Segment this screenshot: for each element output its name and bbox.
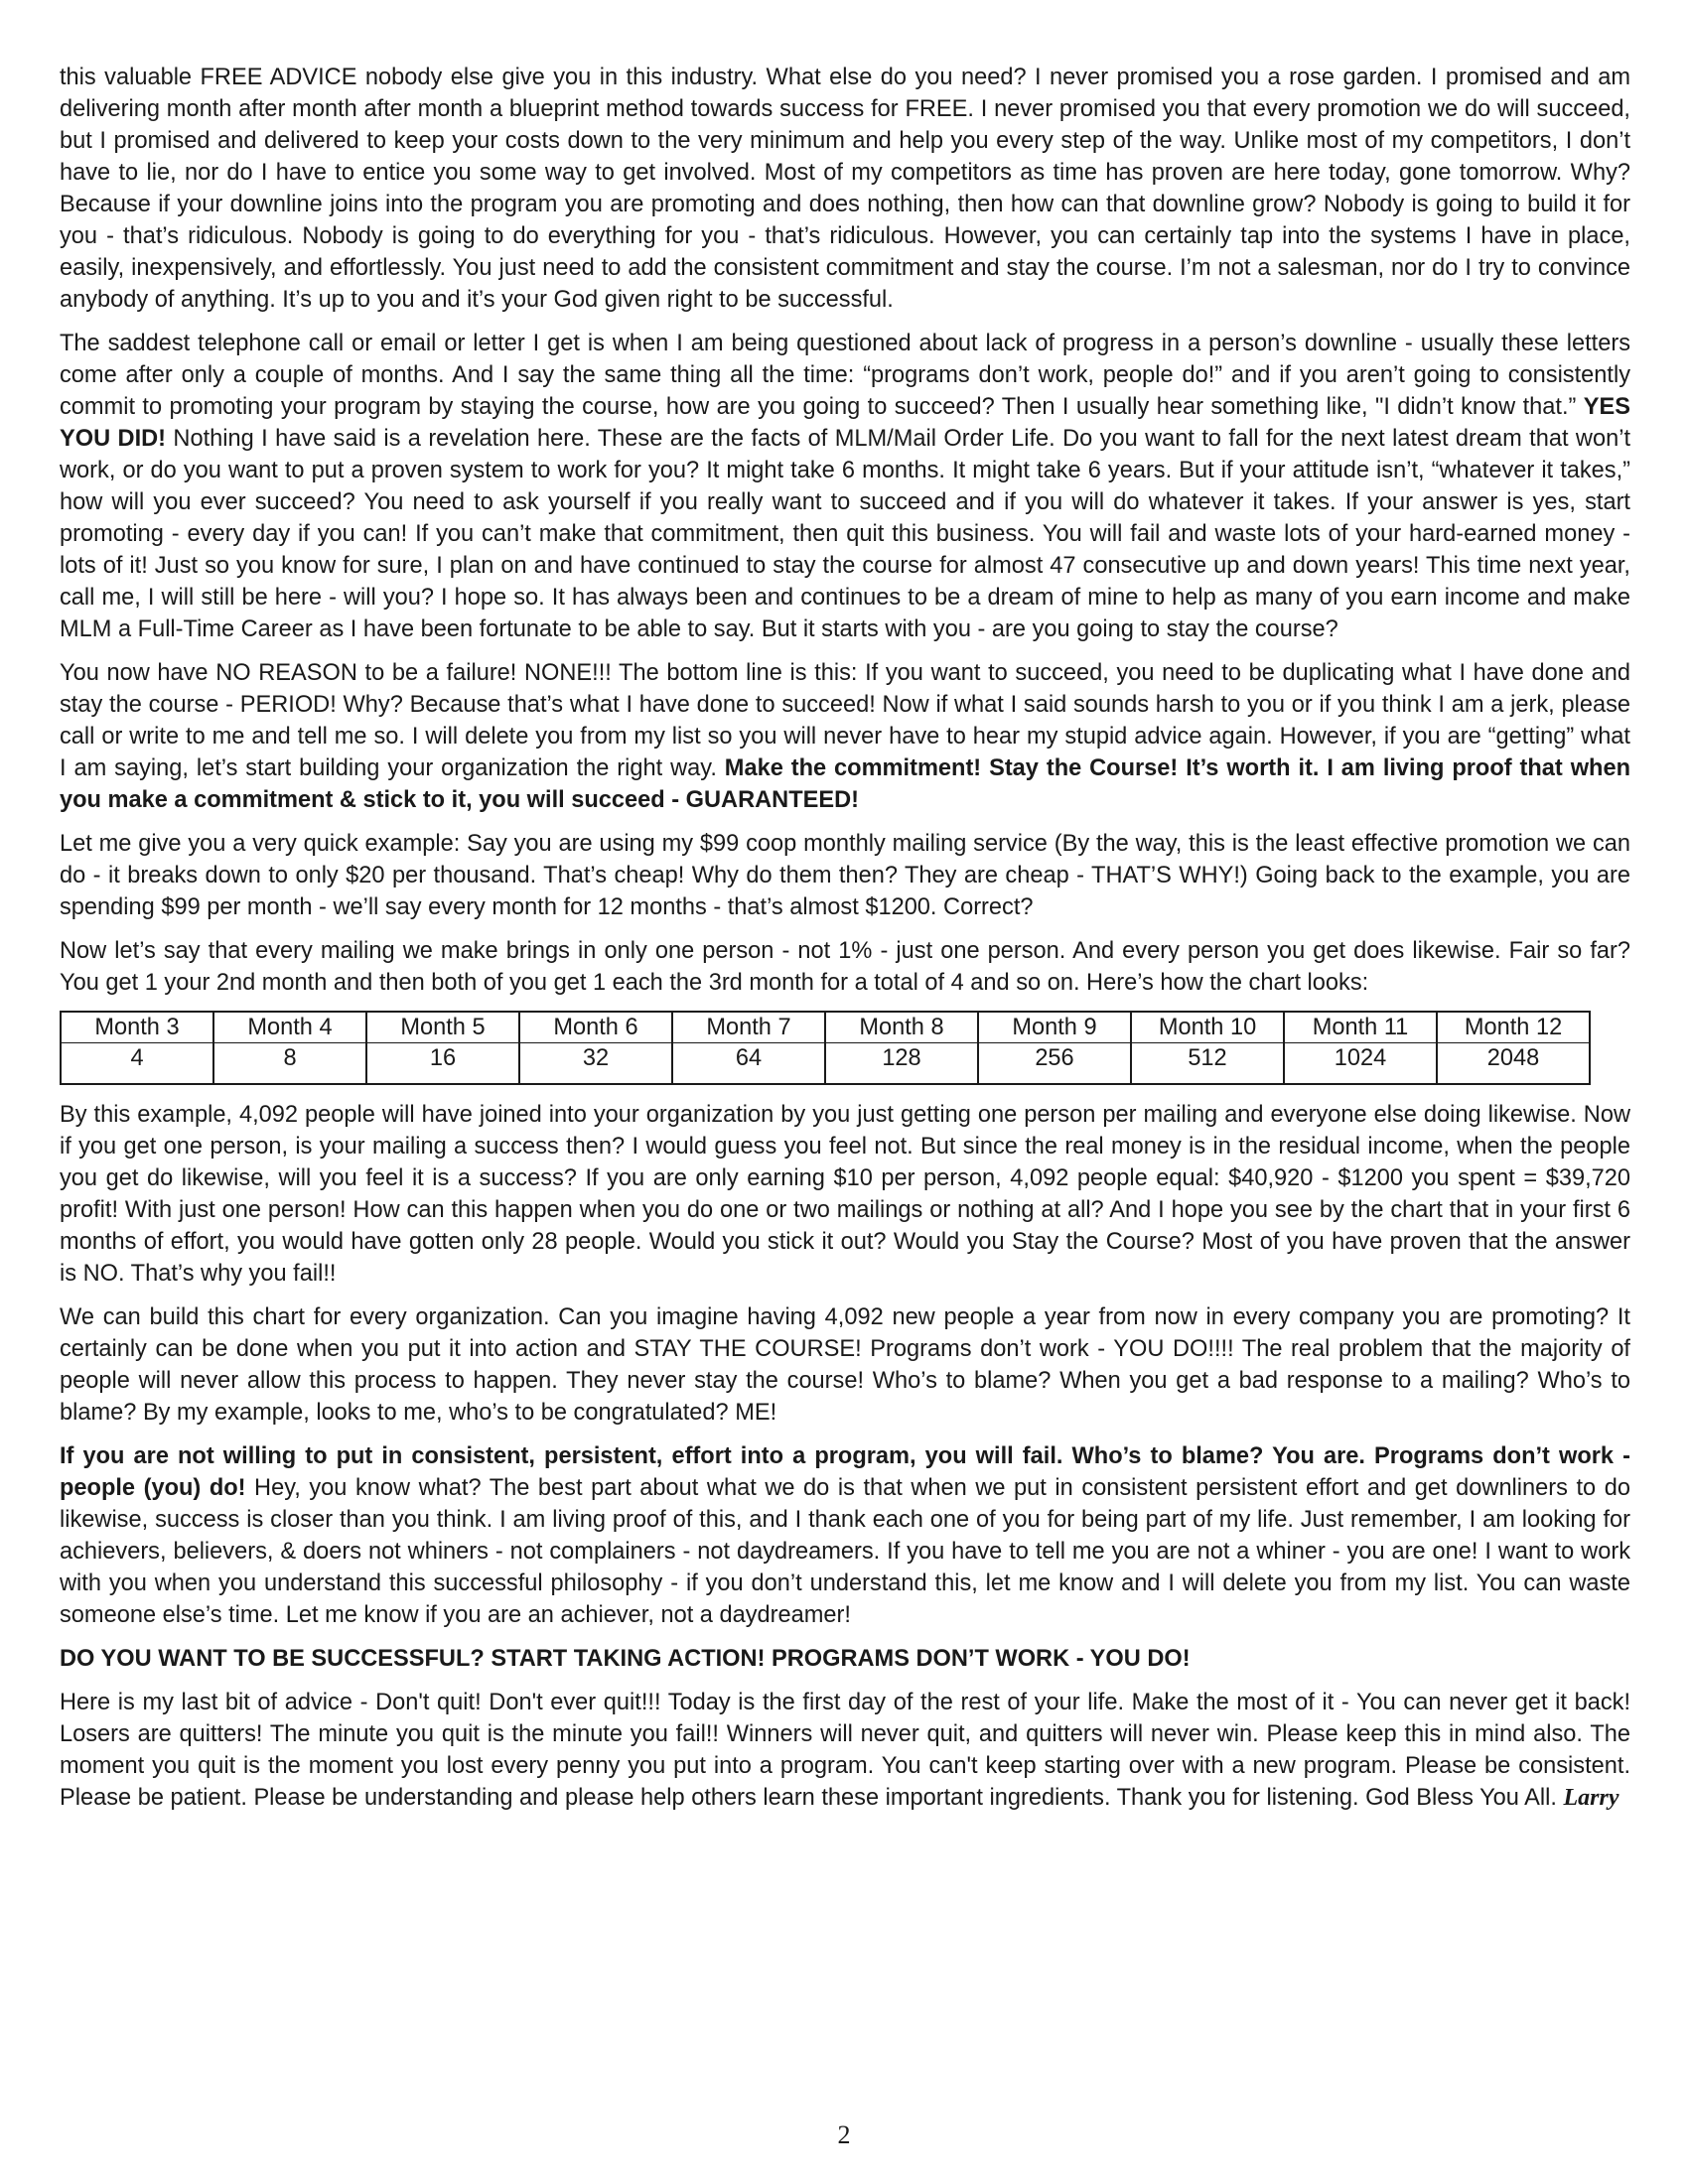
chart-values-row [61, 1043, 1590, 1085]
paragraph-2 [60, 328, 1630, 645]
paragraph-2-text-b: Nothing I have said is a revelation here. These are the facts of MLM/Mail Order Life. Do you want to fall for the next latest dream that won’t work, or do you want to put a proven system to work for you? It might take 6 months. It might take 6 years. But if your attitude isn’t, “whatever it takes,” how will you ever succeed? You need to ask yourself if you really want to succeed and if you will do whatever it takes. If your answer is yes, start promoting - every day if you can! If you can’t make that commitment, then quit this business. You will fail and waste lots of your hard-earned money - lots of it! Just so you know for sure, I plan on and have continued to stay the course for almost 47 consecutive up and down years! This time next year, call me, I will still be here - will you? I hope so. It has always been and continues to be a dream of mine to help as many of you earn income and make MLM a Full-Time Career as I have been fortunate to be able to say. But it starts with you - are you going to stay the course? [60, 426, 1631, 642]
paragraph-8 [60, 1440, 1630, 1631]
page-number: 2 [837, 2120, 851, 2149]
paragraph-5: Now let’s say that every mailing we make brings in only one person - not 1% - just one person. And every person you get does likewise. Fair so far? You get 1 your 2nd month and then both of you get 1 each the 3rd month for a total of 4 and so on. Here’s how the chart looks: [60, 938, 1630, 996]
chart-header-cell: Month 7 [672, 1012, 825, 1043]
paragraph-2-emphasis: YES YOU DID! [60, 394, 1630, 452]
chart-header-cell: Month 4 [213, 1012, 366, 1043]
paragraph-1: this valuable FREE ADVICE nobody else give you in this industry. What else do you need? I never promised you a rose garden. I promised and am delivering month after month after month a blueprint method towards success for FREE. I never promised you that every promotion we do will succeed, but I promised and delivered to keep your costs down to the very minimum and help you every step of the way. Unlike most of my competitors, I don’t have to lie, nor do I have to entice you some way to get involved. Most of my competitors as time has proven are here today, gone tomorrow. Why? Because if your downline joins into the program you are promoting and does nothing, then how can that downline grow? Nobody is going to build it for you - that’s ridiculous. Nobody is going to do everything for you - that’s ridiculous. However, you can certainly tap into the systems I have in place, easily, inexpensively, and effortlessly. You just need to add the consistent commitment and stay the course. I’m not a salesman, nor do I try to convince anybody of anything. It’s up to you and it’s your God given right to be successful. [60, 65, 1630, 313]
paragraph-3-emphasis: Make the commitment! Stay the Course! It’s worth it. I am living proof that when you make a commitment & stick to it, you will succeed - GUARANTEED! [60, 755, 1630, 813]
paragraph-7: We can build this chart for every organization. Can you imagine having 4,092 new people a year from now in every company you are promoting? It certainly can be done when you put it into action and STAY THE COURSE! Programs don’t work - YOU DO!!!! The real problem that the majority of people will never allow this process to happen. They never stay the course! Who’s to blame? When you get a bad response to a mailing? Who’s to blame? By my example, looks to me, who’s to be congratulated? ME! [60, 1304, 1630, 1426]
chart-value-cell: 128 [825, 1043, 978, 1085]
chart-value-cell: 2048 [1437, 1043, 1590, 1085]
chart-value-cell: 256 [978, 1043, 1131, 1085]
call-to-action: DO YOU WANT TO BE SUCCESSFUL? START TAKING ACTION! PROGRAMS DON’T WORK - YOU DO! [60, 1646, 1191, 1672]
chart-header-cell: Month 12 [1437, 1012, 1590, 1043]
article-body [60, 62, 1630, 1826]
paragraph-6: By this example, 4,092 people will have joined into your organization by you just getting one person per mailing and everyone else doing likewise. Now if you get one person, is your mailing a success then? I would guess you feel not. But since the real money is in the residual income, when the people you get do likewise, will you feel it is a success? If you are only earning $10 per person, 4,092 people equal: $40,920 - $1200 you spent = $39,720 profit! With just one person! How can this happen when you do one or two mailings or nothing at all? And I hope you see by the chart that in your first 6 months of effort, you would have gotten only 28 people. Would you stick it out? Would you Stay the Course? Most of you have proven that the answer is NO. That’s why you fail!! [60, 1102, 1630, 1287]
signature: Larry [1563, 1785, 1619, 1811]
paragraph-8-emphasis: If you are not willing to put in consistent, persistent, effort into a program, you will fail. Who’s to blame? You are. Programs don’t work - people (you) do! [60, 1443, 1630, 1501]
paragraph-3 [60, 657, 1630, 816]
paragraph-3-text: You now have NO REASON to be a failure! NONE!!! The bottom line is this: If you want to succeed, you need to be duplicating what I have done and stay the course - PERIOD! Why? Because that’s what I have done to succeed! Now if what I said sounds harsh to you or if you think I am a jerk, please call or write to me and tell me so. I will delete you from my list so you will never have to hear my stupid advice again. However, if you are “getting” what I am saying, let’s start building your organization the right way. [60, 660, 1630, 781]
chart-value-cell: 512 [1131, 1043, 1284, 1085]
chart-header-cell: Month 5 [366, 1012, 519, 1043]
chart-header-cell: Month 11 [1284, 1012, 1437, 1043]
paragraph-8-text: Hey, you know what? The best part about what we do is that when we put in consistent persistent effort and get downliners to do likewise, success is closer than you think. I am living proof of this, and I thank each one of you for being part of my life. Just remember, I am looking for achievers, believers, & doers not whiners - not complainers - not daydreamers. If you have to tell me you are not a whiner - you are one! I want to work with you when you understand this successful philosophy - if you don’t understand this, let me know and I will delete you from my list. You can waste someone else’s time. Let me know if you are an achiever, not a daydreamer! [60, 1475, 1630, 1628]
chart-header-cell: Month 8 [825, 1012, 978, 1043]
chart-header-cell: Month 10 [1131, 1012, 1284, 1043]
paragraph-2-text-a: The saddest telephone call or email or letter I get is when I am being questioned about lack of progress in a person’s downline - usually these letters come after only a couple of months. And I say the same thing all the time: “programs don’t work, people do!” and if you aren’t going to consistently commit to promoting your program by staying the course, how are you going to succeed? Then I usually hear something like, "I didn’t know that.” [60, 331, 1630, 420]
chart-value-cell: 64 [672, 1043, 825, 1085]
chart-header-cell: Month 3 [61, 1012, 213, 1043]
chart-header-cell: Month 6 [519, 1012, 672, 1043]
chart-header-row [61, 1012, 1590, 1043]
growth-chart-table [60, 1011, 1591, 1085]
chart-value-cell: 4 [61, 1043, 213, 1085]
paragraph-4: Let me give you a very quick example: Say you are using my $99 coop monthly mailing service (By the way, this is the least effective promotion we can do - it breaks down to only $20 per thousand. That’s cheap! Why do them then? They are cheap - THAT’S WHY!) Going back to the example, you are spending $99 per month - we’ll say every month for 12 months - that’s almost $1200. Correct? [60, 831, 1630, 920]
chart-value-cell: 32 [519, 1043, 672, 1085]
chart-value-cell: 16 [366, 1043, 519, 1085]
chart-header-cell: Month 9 [978, 1012, 1131, 1043]
chart-value-cell: 1024 [1284, 1043, 1437, 1085]
chart-value-cell: 8 [213, 1043, 366, 1085]
paragraph-10-text: Here is my last bit of advice - Don't quit! Don't ever quit!!! Today is the first day of the rest of your life. Make the most of it - You can never get it back! Losers are quitters! The minute you quit is the minute you fail!! Winners will never quit, and quitters will never win. Please keep this in mind also. The moment you quit is the moment you lost every penny you put into a program. You can't keep starting over with a new program. Please be consistent. Please be patient. Please be understanding and please help others learn these important ingredients. Thank you for listening. God Bless You All. [60, 1690, 1630, 1811]
paragraph-10 [60, 1687, 1630, 1814]
